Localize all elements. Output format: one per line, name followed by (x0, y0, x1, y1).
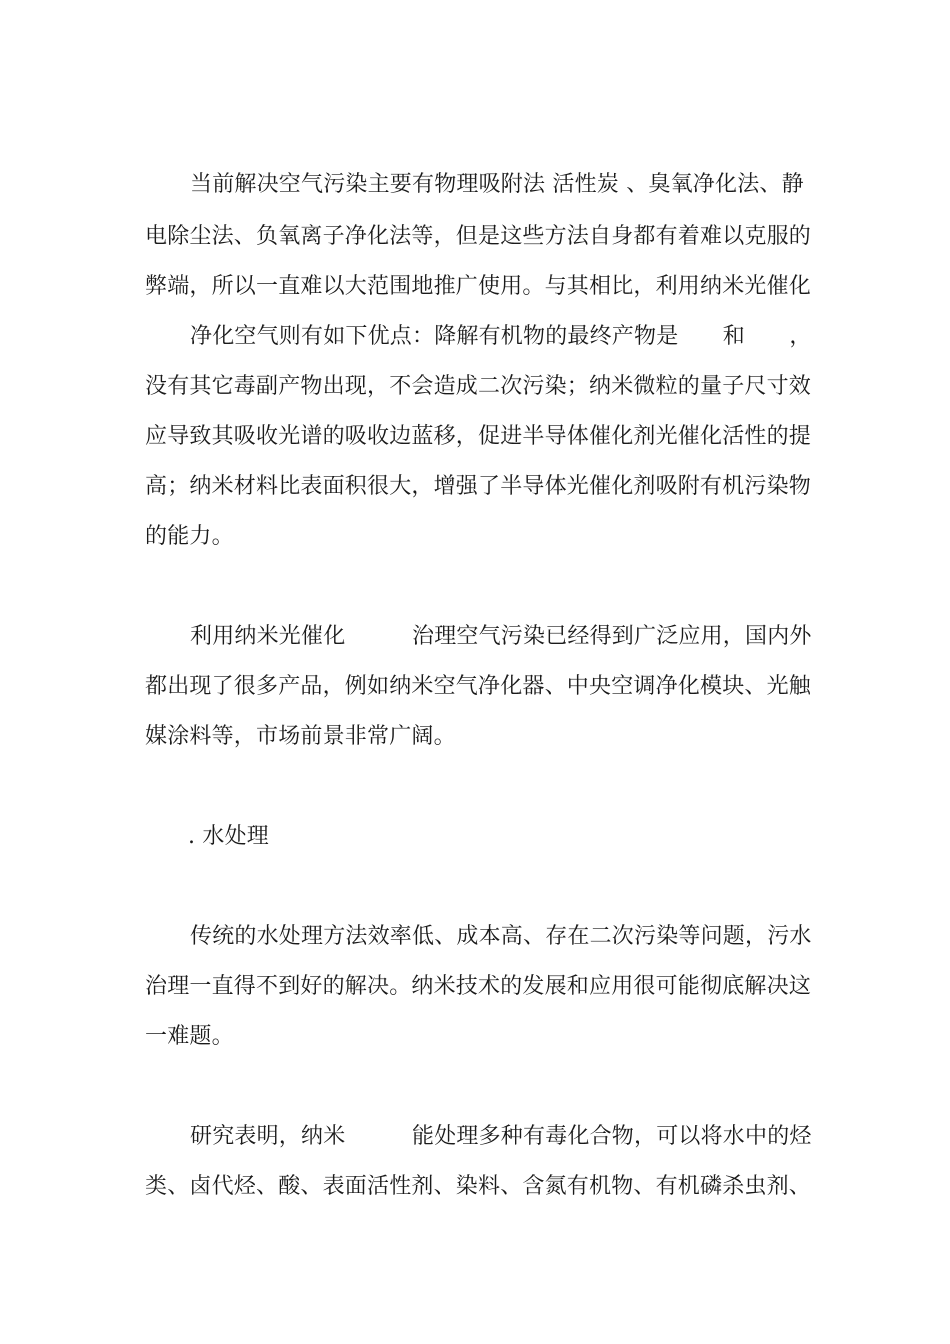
text-line: 当前解决空气污染主要有物理吸附法 活性炭 、臭氧净化法、静 (190, 172, 804, 197)
text-line: 都出现了很多产品，例如纳米空气净化器、中央空调净化模块、光触 (145, 674, 812, 699)
text-line: 传统的水处理方法效率低、成本高、存在二次污染等问题，污水 (190, 924, 812, 949)
text-line: 没有其它毒副产物出现，不会造成二次污染；纳米微粒的量子尺寸效 (145, 374, 812, 399)
text-line: 应导致其吸收光谱的吸收边蓝移，促进半导体催化剂光催化活性的提 (145, 424, 812, 449)
text-line: 媒涂料等，市场前景非常广阔。 (145, 724, 456, 749)
text-line: 电除尘法、负氧离子净化法等，但是这些方法自身都有着难以克服的 (145, 224, 812, 249)
text-line: 高；纳米材料比表面积很大，增强了半导体光催化剂吸附有机污染物 (145, 474, 812, 499)
text-line: 的能力。 (145, 524, 234, 549)
text-line: 研究表明，纳米 能处理多种有毒化合物，可以将水中的烃 (190, 1124, 812, 1149)
text-line: 净化空气则有如下优点：降解有机物的最终产物是 和 ， (190, 324, 812, 349)
text-line: 弊端，所以一直难以大范围地推广使用。与其相比，利用纳米光催化 (145, 274, 812, 299)
text-line: 治理一直得不到好的解决。纳米技术的发展和应用很可能彻底解决这 (145, 974, 812, 999)
text-line: 一难题。 (145, 1024, 234, 1049)
text-line: 类、卤代烃、酸、表面活性剂、染料、含氮有机物、有机磷杀虫剂、 (145, 1174, 812, 1199)
text-line: 利用纳米光催化 治理空气污染已经得到广泛应用，国内外 (190, 624, 812, 649)
section-heading-water-treatment: . 水处理 (188, 824, 269, 849)
